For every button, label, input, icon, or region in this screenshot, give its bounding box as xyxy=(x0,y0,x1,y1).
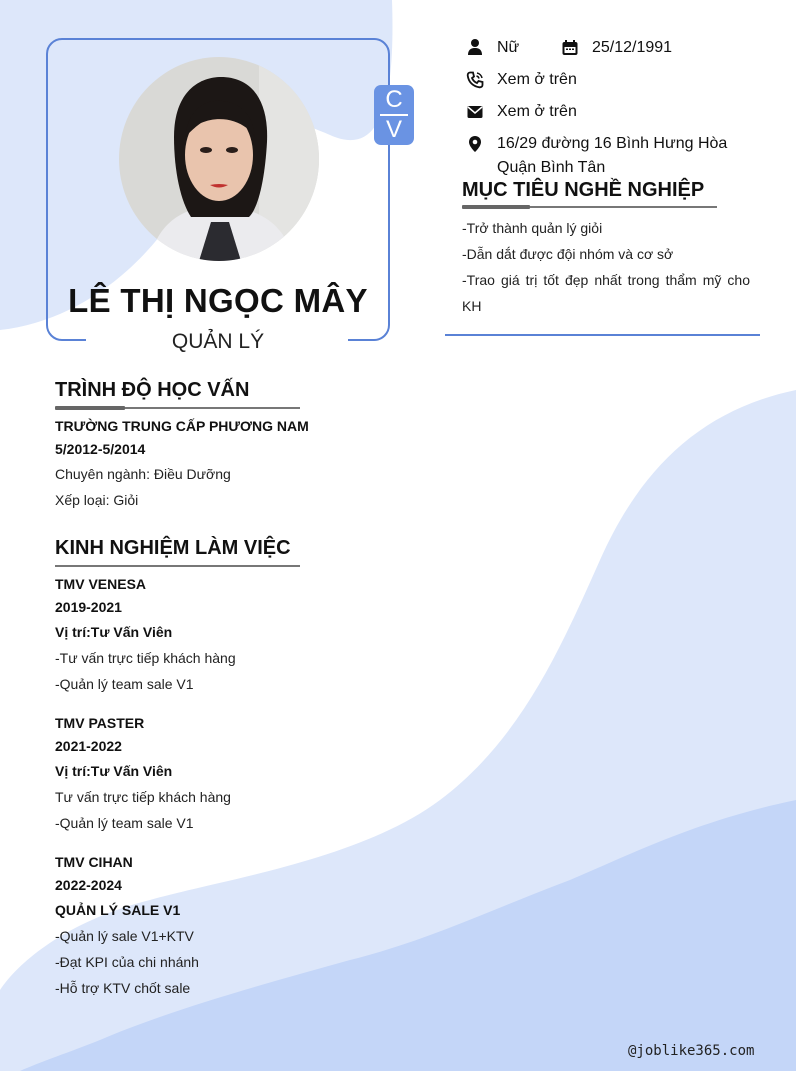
objective-item: -Dẫn dắt được đội nhóm và cơ sở xyxy=(462,246,674,262)
experience-title-underline xyxy=(55,565,300,567)
job-period: 2021-2022 xyxy=(55,738,122,754)
job-company: TMV VENESA xyxy=(55,576,147,592)
cv-badge-bottom: V xyxy=(385,116,402,143)
job-task: -Tư vấn trực tiếp khách hàng xyxy=(55,650,236,666)
job-task: Tư vấn trực tiếp khách hàng xyxy=(55,789,231,805)
cv-badge xyxy=(374,85,414,145)
mail-icon xyxy=(466,103,484,121)
objective-title-accent xyxy=(462,205,530,209)
education-title: TRÌNH ĐỘ HỌC VẤN xyxy=(55,379,250,401)
job-company: TMV PASTER xyxy=(55,715,145,731)
candidate-role: QUẢN LÝ xyxy=(171,330,265,353)
job-period: 2022-2024 xyxy=(55,877,122,893)
phone-value: Xem ở trên xyxy=(497,71,577,88)
job-task: -Quản lý team sale V1 xyxy=(55,815,194,831)
birthday-value: 25/12/1991 xyxy=(592,39,673,56)
profile-photo xyxy=(119,57,319,261)
user-icon xyxy=(466,38,484,56)
objective-list xyxy=(462,215,750,319)
objective-item: -Trở thành quản lý giỏi xyxy=(462,220,603,236)
education-title-accent xyxy=(55,406,125,410)
gender-value: Nữ xyxy=(497,39,520,56)
calendar-icon xyxy=(561,39,579,57)
job-task: -Hỗ trợ KTV chốt sale xyxy=(55,980,191,996)
candidate-name: LÊ THỊ NGỌC MÂY xyxy=(68,282,368,319)
job-period: 2019-2021 xyxy=(55,599,122,615)
location-pin-icon xyxy=(466,135,484,153)
job-task: -Quản lý sale V1+KTV xyxy=(55,928,194,944)
job-position: Vị trí:Tư Vấn Viên xyxy=(55,624,173,640)
objective-separator xyxy=(445,334,760,336)
cv-badge-top: C xyxy=(385,86,403,113)
phone-icon xyxy=(466,71,484,89)
education-period: 5/2012-5/2014 xyxy=(55,441,146,457)
address-line2: Quận Bình Tân xyxy=(497,159,606,176)
email-value: Xem ở trên xyxy=(497,103,577,120)
job-position: QUẢN LÝ SALE V1 xyxy=(55,902,181,918)
job-company: TMV CIHAN xyxy=(55,854,133,870)
job-position: Vị trí:Tư Vấn Viên xyxy=(55,763,173,779)
objective-item: -Trao giá trị tốt đẹp nhất trong thẩm mỹ cho KH xyxy=(462,272,750,314)
footer-watermark: @joblike365.com xyxy=(628,1043,755,1059)
experience-title: KINH NGHIỆM LÀM VIỆC xyxy=(55,537,291,559)
address-line1: 16/29 đường 16 Bình Hưng Hòa xyxy=(497,135,728,152)
education-grade: Xếp loại: Giỏi xyxy=(55,492,139,508)
education-school: TRƯỜNG TRUNG CẤP PHƯƠNG NAM xyxy=(55,418,309,434)
objective-title: MỤC TIÊU NGHỀ NGHIỆP xyxy=(462,179,705,201)
education-major: Chuyên ngành: Điều Dưỡng xyxy=(55,466,231,482)
job-task: -Đạt KPI của chi nhánh xyxy=(55,954,199,970)
job-task: -Quản lý team sale V1 xyxy=(55,676,194,692)
